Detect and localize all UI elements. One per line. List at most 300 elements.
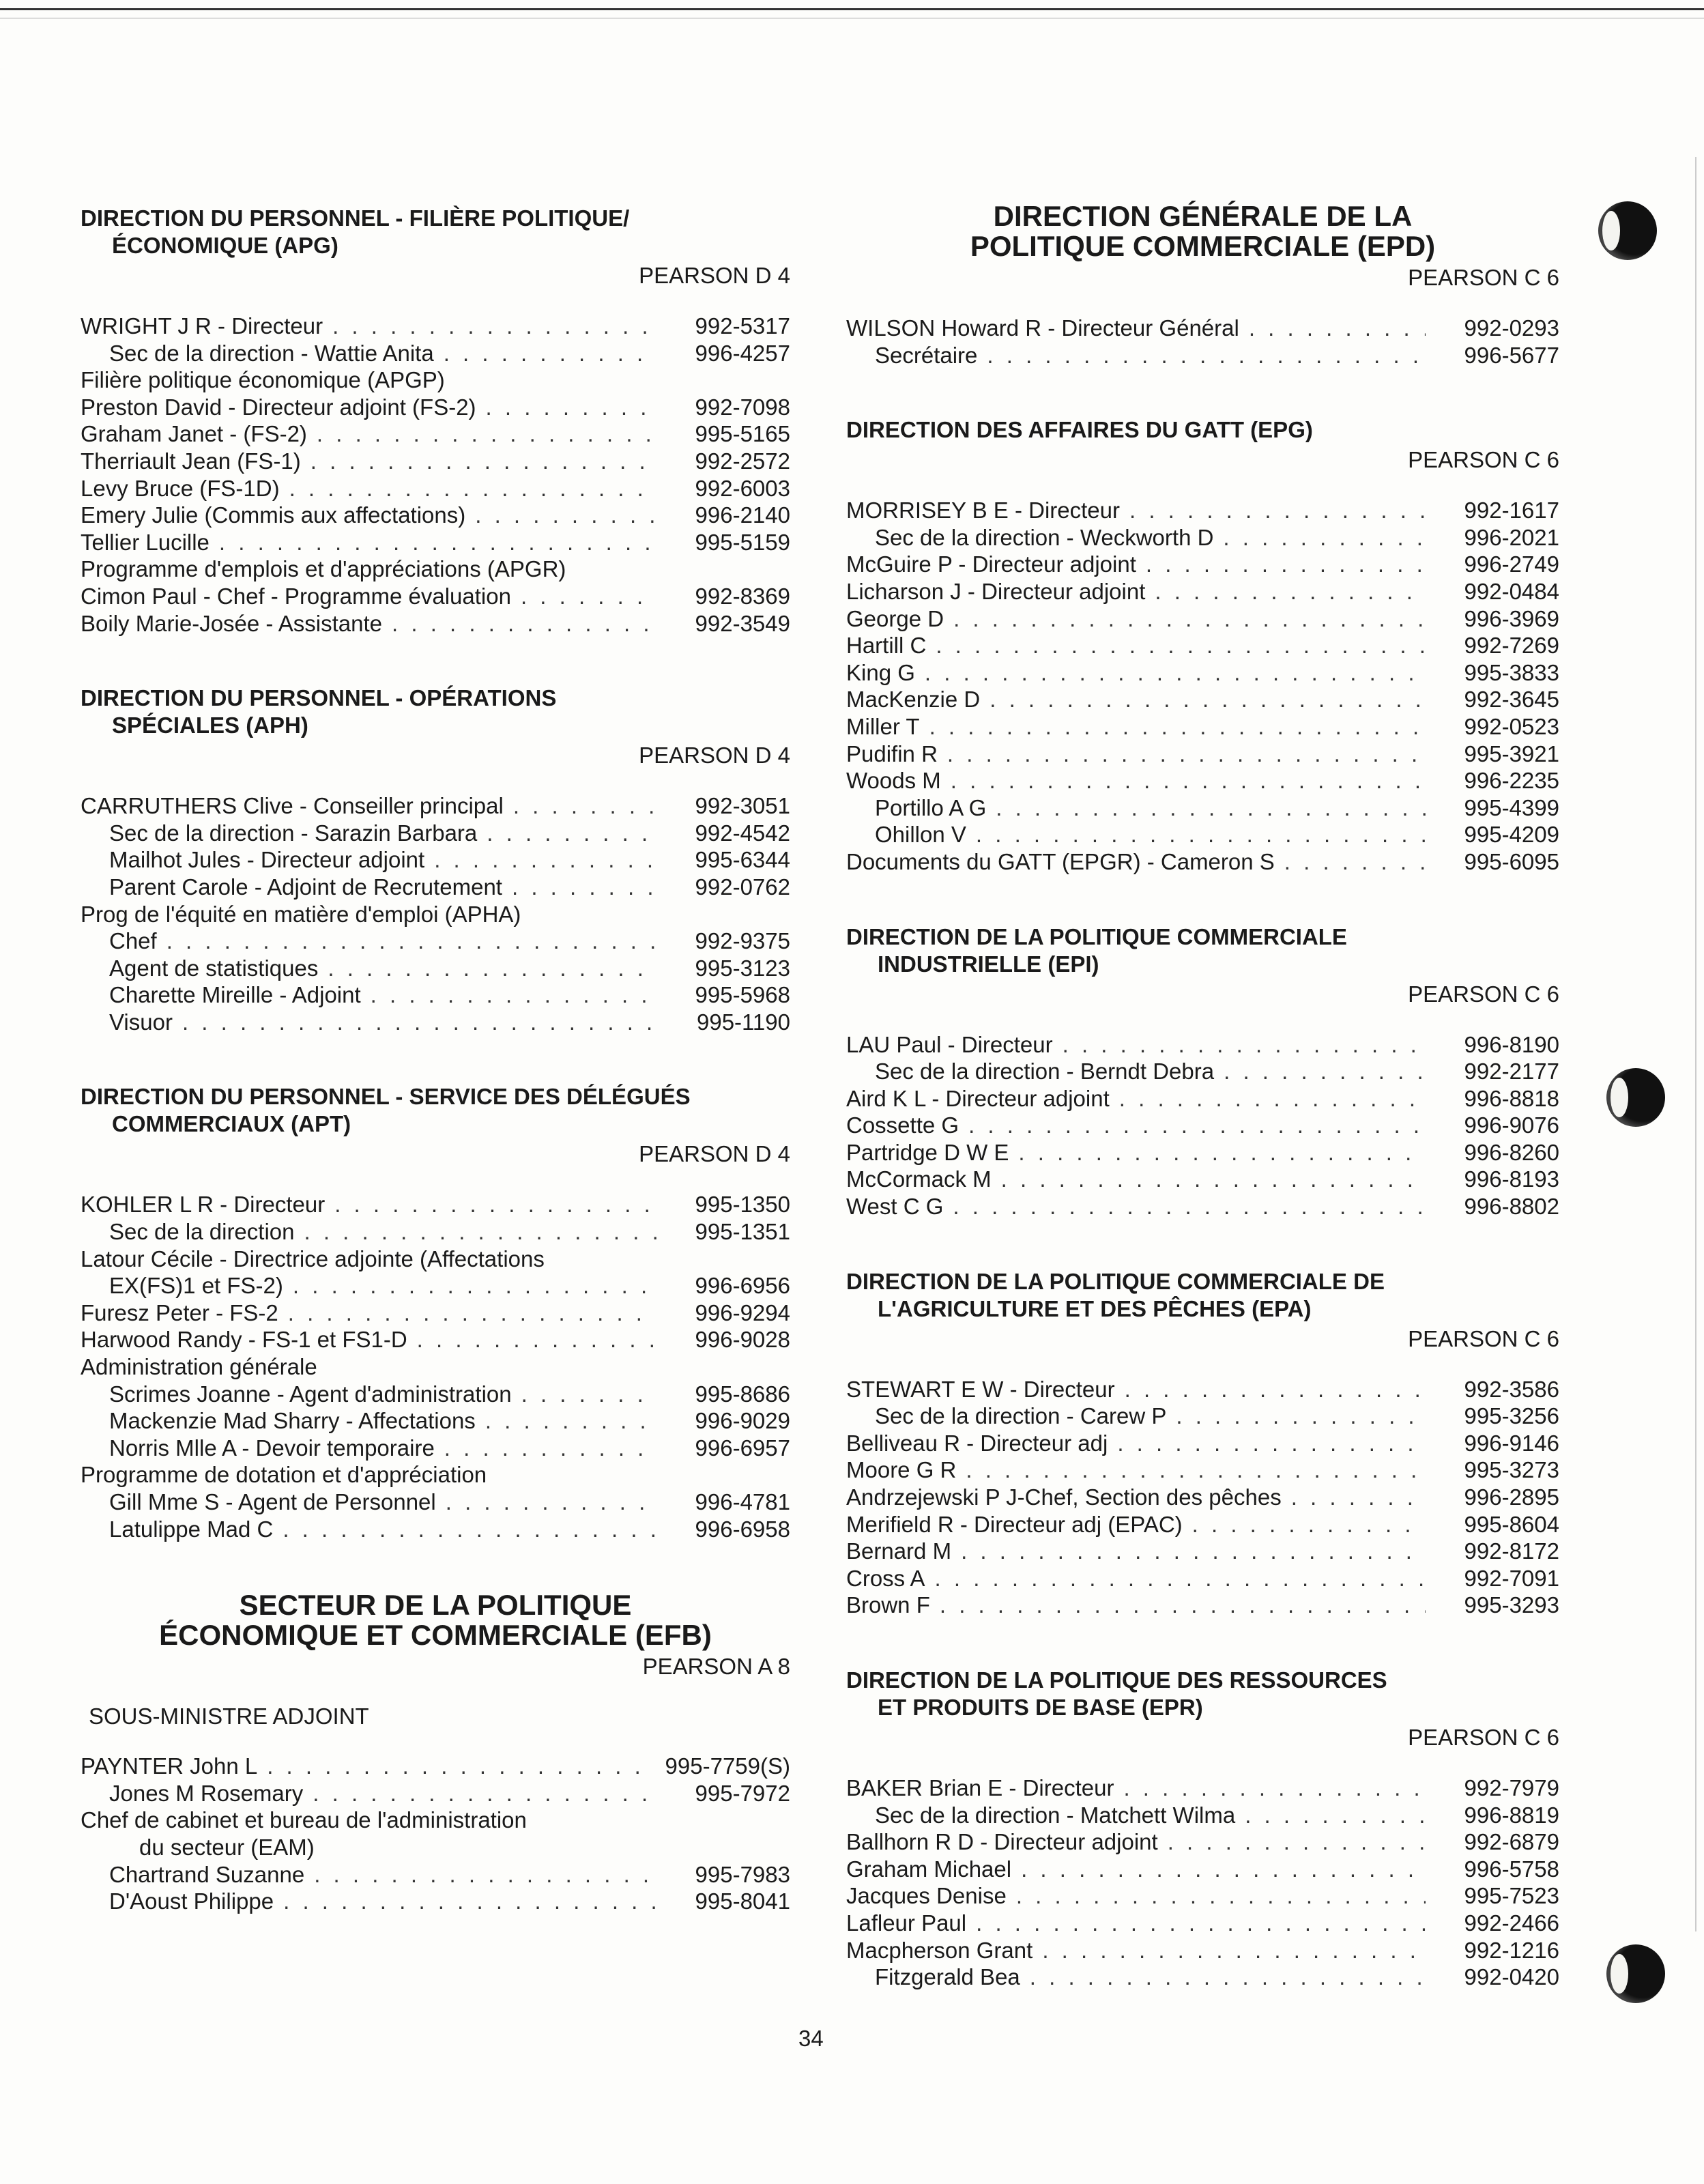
entry-name: McCormack M — [846, 1166, 992, 1192]
directory-row — [846, 1193, 1559, 1220]
section-title-line1: DIRECTION DU PERSONNEL - FILIÈRE POLITIQUE/ — [81, 205, 630, 231]
page-edge — [1695, 157, 1696, 1931]
entry-name: Tellier Lucille — [81, 529, 210, 555]
entry-phone: 996-5758 — [1464, 1856, 1559, 1882]
entry-phone: 995-5165 — [695, 421, 790, 447]
directory-row — [81, 792, 790, 820]
entry-name: Sec de la direction - Weckworth D — [875, 524, 1214, 550]
entry-name: EX(FS)1 et FS-2) — [109, 1273, 283, 1299]
directory-row — [846, 315, 1559, 342]
entry-phone: 996-4257 — [695, 340, 790, 366]
section-subhead: SOUS-MINISTRE ADJOINT — [89, 1704, 369, 1729]
entry-name: BAKER Brian E - Directeur — [846, 1775, 1114, 1800]
directory-row — [81, 1753, 790, 1780]
entry-name: Chartrand Suzanne — [109, 1861, 305, 1887]
entry-phone: 995-3921 — [1464, 741, 1559, 766]
leader-dots — [1245, 1802, 1426, 1829]
entry-phone: 992-0484 — [1464, 578, 1559, 604]
entry-name: Scrimes Joanne - Agent d'administration — [109, 1381, 512, 1407]
leader-dots — [1042, 1937, 1426, 1964]
entry-phone: 996-9029 — [695, 1408, 790, 1434]
entry-phone: 995-4399 — [1464, 794, 1559, 820]
entry-name: Gill Mme S - Agent de Personnel — [109, 1489, 436, 1514]
entry-name: Macpherson Grant — [846, 1937, 1033, 1963]
directory-row — [846, 524, 1559, 551]
entry-name: Jones M Rosemary — [109, 1780, 304, 1806]
directory-row — [846, 1403, 1559, 1430]
entry-name: Sec de la direction — [109, 1219, 295, 1245]
entry-name: STEWART E W - Directeur — [846, 1376, 1115, 1402]
entry-name: Bernard M — [846, 1538, 952, 1564]
entry-phone: 992-3549 — [695, 610, 790, 636]
section-location: PEARSON C 6 — [1408, 981, 1559, 1007]
directory-row — [81, 1780, 790, 1807]
leader-dots — [219, 529, 656, 556]
section-title-line1: DIRECTION DES AFFAIRES DU GATT (EPG) — [846, 417, 1313, 443]
directory-row — [846, 1031, 1559, 1059]
leader-dots — [1146, 551, 1426, 578]
section-location: PEARSON D 4 — [639, 263, 790, 288]
entry-phone: 995-3273 — [1464, 1457, 1559, 1483]
entry-phone: 996-9146 — [1464, 1430, 1559, 1456]
directory-row — [846, 1856, 1559, 1883]
directory-row — [81, 1381, 790, 1408]
directory-row — [846, 605, 1559, 633]
directory-row — [846, 1937, 1559, 1964]
entry-phone: 992-1617 — [1464, 498, 1559, 523]
section-title — [846, 416, 1559, 444]
entry-phone: 996-8193 — [1464, 1166, 1559, 1192]
entry-phone: 992-3586 — [1464, 1376, 1559, 1402]
entry-phone: 992-0420 — [1464, 1964, 1559, 1990]
leader-dots — [313, 1780, 656, 1807]
entry-name: Pudifin R — [846, 741, 938, 766]
entry-phone: 992-0762 — [695, 874, 790, 900]
section-title — [846, 1667, 1559, 1721]
directory-section — [846, 416, 1559, 875]
directory-row — [81, 981, 790, 1009]
directory-entries — [81, 1753, 790, 1915]
directory-row — [846, 1592, 1559, 1619]
leader-dots — [976, 1910, 1426, 1937]
section-location: PEARSON A 8 — [642, 1654, 790, 1680]
entry-phone: 996-8802 — [1464, 1194, 1559, 1220]
leader-dots — [486, 394, 656, 421]
entry-phone: 995-8686 — [695, 1381, 790, 1407]
directory-row — [81, 420, 790, 448]
section-title — [846, 201, 1559, 261]
entry-phone: 995-1350 — [695, 1192, 790, 1218]
entry-name: MacKenzie D — [846, 687, 981, 713]
directory-row — [846, 794, 1559, 822]
entry-name: Boily Marie-Josée - Assistante — [81, 610, 383, 636]
entry-phone: 992-6003 — [695, 475, 790, 501]
directory-row — [846, 1964, 1559, 1991]
directory-row — [81, 1009, 790, 1036]
section-title-line1: DIRECTION DE LA POLITIQUE DES RESSOURCES — [846, 1667, 1387, 1693]
leader-dots — [1018, 1139, 1426, 1166]
entry-phone: 996-3969 — [1464, 605, 1559, 631]
entry-name: CARRUTHERS Clive - Conseiller principal — [81, 793, 504, 819]
section-title-line1: SECTEUR DE LA POLITIQUE — [239, 1589, 632, 1622]
directory-row — [81, 448, 790, 475]
entry-name: Charette Mireille - Adjoint — [109, 982, 361, 1008]
directory-row — [81, 1272, 790, 1299]
leader-dots — [1155, 578, 1426, 605]
entry-name: Latour Cécile - Directrice adjointe (Affectations — [81, 1246, 545, 1271]
entry-phone: 992-0293 — [1464, 315, 1559, 341]
directory-entries — [81, 313, 790, 637]
leader-dots — [1291, 1484, 1426, 1511]
leader-dots — [1224, 1058, 1426, 1085]
directory-entries — [846, 1774, 1559, 1991]
directory-row — [81, 1861, 790, 1888]
entry-phone: 996-8819 — [1464, 1802, 1559, 1828]
entry-name: Moore G R — [846, 1457, 957, 1483]
entry-phone: 996-8818 — [1464, 1085, 1559, 1111]
directory-section — [846, 1667, 1559, 1991]
entry-name: Brown F — [846, 1592, 930, 1618]
leader-dots — [987, 342, 1426, 369]
entry-name: Ballhorn R D - Directeur adjoint — [846, 1829, 1158, 1855]
entry-name: Chef — [109, 928, 157, 954]
entry-phone: 995-6095 — [1464, 848, 1559, 874]
entry-name: PAYNTER John L — [81, 1753, 258, 1779]
leader-dots — [1176, 1403, 1426, 1430]
directory-row — [846, 1166, 1559, 1193]
leader-dots — [976, 821, 1426, 848]
section-title-line1: DIRECTION GÉNÉRALE DE LA — [993, 200, 1413, 232]
entry-phone: 996-6958 — [695, 1516, 790, 1542]
directory-row — [81, 820, 790, 847]
leader-dots — [293, 1272, 656, 1299]
directory-row — [81, 475, 790, 502]
leader-dots — [953, 1193, 1426, 1220]
leader-dots — [1063, 1031, 1426, 1059]
leader-dots — [936, 632, 1426, 659]
directory-row — [81, 1353, 790, 1381]
leader-dots — [328, 955, 656, 982]
entry-phone: 995-3293 — [1464, 1592, 1559, 1618]
entry-name: Secrétaire — [875, 342, 978, 368]
directory-entries — [81, 1191, 790, 1542]
section-title-line1: DIRECTION DE LA POLITIQUE COMMERCIALE — [846, 923, 1347, 949]
directory-row — [81, 529, 790, 556]
directory-section — [846, 201, 1559, 369]
leader-dots — [314, 1861, 656, 1888]
section-title — [81, 205, 790, 259]
entry-name: Graham Janet - (FS-2) — [81, 421, 307, 447]
directory-entries — [846, 1031, 1559, 1220]
entry-name: Norris Mlle A - Devoir temporaire — [109, 1435, 435, 1461]
leader-dots — [317, 420, 656, 448]
leader-dots — [1123, 1774, 1426, 1802]
entry-phone: 995-7972 — [695, 1780, 790, 1806]
leader-dots — [283, 1888, 656, 1915]
entry-name: George D — [846, 605, 944, 631]
leader-dots — [953, 605, 1426, 633]
leader-dots — [521, 1381, 656, 1408]
entry-phone: 992-3645 — [1464, 687, 1559, 713]
entry-name: KOHLER L R - Directeur — [81, 1192, 326, 1218]
directory-row — [81, 1326, 790, 1353]
entry-name: D'Aoust Philippe — [109, 1888, 274, 1914]
entry-name: Ohillon V — [875, 822, 966, 848]
leader-dots — [947, 741, 1426, 768]
directory-row — [81, 1435, 790, 1462]
directory-row — [846, 1430, 1559, 1457]
section-title — [81, 1083, 790, 1138]
leader-dots — [1129, 497, 1426, 524]
directory-section — [81, 205, 790, 637]
directory-row — [846, 1139, 1559, 1166]
leader-dots — [996, 794, 1426, 822]
leader-dots — [1284, 848, 1426, 876]
top-rule — [0, 8, 1704, 10]
leader-dots — [1223, 524, 1426, 551]
leader-dots — [961, 1538, 1426, 1565]
entry-phone: 992-9375 — [695, 928, 790, 954]
directory-row — [846, 1058, 1559, 1085]
section-title-line2: POLITIQUE COMMERCIALE (EPD) — [970, 230, 1436, 262]
entry-phone: 995-1351 — [695, 1219, 790, 1245]
directory-row — [81, 1191, 790, 1218]
leader-dots — [1119, 1085, 1426, 1112]
entry-phone: 996-5677 — [1464, 342, 1559, 368]
entry-name: Programme d'emplois et d'appréciations (APGR) — [81, 556, 566, 582]
directory-section — [81, 685, 790, 1035]
directory-section — [81, 1590, 790, 1915]
entry-name: Cossette G — [846, 1112, 959, 1138]
section-title-line2: L'AGRICULTURE ET DES PÊCHES (EPA) — [878, 1295, 1312, 1321]
entry-name: Sec de la direction - Sarazin Barbara — [109, 820, 478, 846]
leader-dots — [940, 1592, 1426, 1619]
entry-name: Woods M — [846, 768, 941, 794]
leader-dots — [167, 928, 656, 955]
entry-phone: 992-2572 — [695, 448, 790, 474]
leader-dots — [434, 846, 656, 874]
leader-dots — [925, 659, 1426, 687]
leader-dots — [968, 1112, 1426, 1139]
leader-dots — [485, 1407, 656, 1435]
directory-row — [846, 1376, 1559, 1403]
entry-name: Documents du GATT (EPGR) - Cameron S — [846, 848, 1275, 874]
entry-name: Chef de cabinet et bureau de l'administration — [81, 1807, 527, 1833]
directory-row — [846, 1565, 1559, 1592]
directory-row — [846, 1882, 1559, 1910]
entry-name: Harwood Randy - FS-1 et FS1-D — [81, 1327, 407, 1353]
entry-phone: 996-8190 — [1464, 1031, 1559, 1057]
entry-name: Parent Carole - Adjoint de Recrutement — [109, 874, 502, 900]
entry-name: McGuire P - Directeur adjoint — [846, 551, 1136, 577]
directory-row — [846, 767, 1559, 794]
entry-phone: 992-5317 — [695, 313, 790, 339]
leader-dots — [512, 874, 656, 901]
entry-phone: 992-4542 — [695, 820, 790, 846]
leader-dots — [417, 1326, 656, 1353]
entry-phone: 995-5968 — [695, 982, 790, 1008]
entry-name: King G — [846, 659, 915, 685]
entry-name: Prog de l'équité en matière d'emploi (APHA) — [81, 901, 521, 927]
leader-dots — [392, 610, 656, 637]
entry-name: Preston David - Directeur adjoint (FS-2) — [81, 394, 476, 420]
punch-hole-middle — [1606, 1068, 1665, 1127]
directory-row — [81, 1834, 790, 1861]
section-title-line2: ET PRODUITS DE BASE (EPR) — [878, 1695, 1203, 1720]
directory-row — [846, 551, 1559, 578]
section-title — [846, 923, 1559, 978]
directory-row — [81, 556, 790, 583]
directory-row — [81, 1246, 790, 1273]
entry-phone: 995-8604 — [1464, 1511, 1559, 1537]
entry-phone: 996-2021 — [1464, 524, 1559, 550]
directory-row — [81, 1461, 790, 1489]
entry-phone: 995-7983 — [695, 1861, 790, 1887]
leader-dots — [966, 1456, 1426, 1484]
entry-name: Filière politique économique (APGP) — [81, 367, 445, 393]
leader-dots — [1192, 1511, 1426, 1538]
entry-phone: 992-7098 — [695, 394, 790, 420]
leader-dots — [487, 820, 656, 847]
entry-name: WILSON Howard R - Directeur Général — [846, 315, 1239, 341]
entry-name: Agent de statistiques — [109, 955, 319, 981]
entry-phone: 995-6344 — [695, 847, 790, 873]
entry-name: Administration générale — [81, 1354, 317, 1380]
punch-hole-bottom — [1606, 1944, 1665, 2003]
directory-row — [846, 497, 1559, 524]
entry-phone: 992-8172 — [1464, 1538, 1559, 1564]
leader-dots — [1001, 1166, 1426, 1193]
entry-phone: 996-9294 — [695, 1299, 790, 1325]
directory-row — [846, 1538, 1559, 1565]
section-location: PEARSON C 6 — [1408, 1325, 1559, 1351]
section-title-line2: COMMERCIAUX (APT) — [112, 1111, 351, 1137]
leader-dots — [935, 1565, 1426, 1592]
directory-row — [846, 821, 1559, 848]
directory-row — [81, 502, 790, 529]
entry-phone: 992-2466 — [1464, 1910, 1559, 1936]
section-title — [846, 1268, 1559, 1323]
entry-name: West C G — [846, 1194, 944, 1220]
entry-name: Visuor — [109, 1009, 173, 1035]
directory-row — [846, 578, 1559, 605]
entry-name: Sec de la direction - Berndt Debra — [875, 1059, 1215, 1084]
leader-dots — [332, 313, 656, 340]
directory-row — [846, 848, 1559, 876]
directory-row — [81, 367, 790, 394]
leader-dots — [288, 1299, 656, 1327]
entry-name: LAU Paul - Directeur — [846, 1031, 1053, 1057]
section-title — [81, 685, 790, 739]
directory-entries — [846, 1376, 1559, 1619]
directory-row — [846, 1112, 1559, 1139]
entry-name: Sec de la direction - Matchett Wilma — [875, 1802, 1236, 1828]
leader-dots — [1030, 1964, 1426, 1991]
directory-section — [846, 1268, 1559, 1619]
section-title-line1: DIRECTION DE LA POLITIQUE COMMERCIALE DE — [846, 1268, 1385, 1294]
leader-dots — [475, 502, 656, 529]
directory-entries — [846, 315, 1559, 369]
section-title-line1: DIRECTION DU PERSONNEL - SERVICE DES DÉLÉGUÉS — [81, 1084, 691, 1110]
entry-name: Mailhot Jules - Directeur adjoint — [109, 847, 425, 873]
entry-phone: 992-7091 — [1464, 1565, 1559, 1591]
entry-name: Mackenzie Mad Sharry - Affectations — [109, 1408, 476, 1434]
directory-row — [81, 1218, 790, 1246]
entry-phone: 992-2177 — [1464, 1059, 1559, 1084]
leader-dots — [1016, 1882, 1426, 1910]
section-location: PEARSON C 6 — [1408, 265, 1559, 290]
leader-dots — [1249, 315, 1426, 342]
entry-phone: 996-2235 — [1464, 768, 1559, 794]
directory-row — [846, 1085, 1559, 1112]
directory-entries — [81, 792, 790, 1035]
entry-name: Belliveau R - Directeur adj — [846, 1430, 1108, 1456]
directory-row — [81, 1489, 790, 1516]
section-title-line2: ÉCONOMIQUE (APG) — [112, 233, 338, 258]
right-column — [846, 201, 1559, 2039]
entry-phone: 992-3051 — [695, 793, 790, 819]
entry-phone: 996-6957 — [695, 1435, 790, 1461]
directory-row — [846, 342, 1559, 369]
directory-section — [846, 923, 1559, 1220]
entry-name: Graham Michael — [846, 1856, 1012, 1882]
directory-section — [81, 1083, 790, 1542]
directory-entries — [846, 497, 1559, 875]
directory-row — [846, 686, 1559, 713]
entry-name: Licharson J - Directeur adjoint — [846, 578, 1146, 604]
entry-name: Lafleur Paul — [846, 1910, 967, 1936]
section-title — [81, 1590, 790, 1650]
leader-dots — [513, 792, 656, 820]
leader-dots — [929, 713, 1426, 741]
section-location: PEARSON C 6 — [1408, 1725, 1559, 1750]
leader-dots — [267, 1753, 643, 1780]
directory-row — [81, 1516, 790, 1543]
directory-row — [846, 1456, 1559, 1484]
directory-row — [846, 713, 1559, 741]
left-column — [81, 205, 790, 1963]
section-title-line2: ÉCONOMIQUE ET COMMERCIALE (EFB) — [159, 1619, 712, 1652]
directory-row — [846, 1828, 1559, 1856]
entry-phone: 992-7269 — [1464, 633, 1559, 659]
directory-row — [81, 1888, 790, 1915]
entry-name: Sec de la direction - Carew P — [875, 1403, 1167, 1429]
entry-phone: 996-8260 — [1464, 1139, 1559, 1165]
directory-row — [846, 1802, 1559, 1829]
entry-name: Partridge D W E — [846, 1139, 1009, 1165]
leader-dots — [1117, 1430, 1426, 1457]
section-title-line1: DIRECTION DU PERSONNEL - OPÉRATIONS — [81, 685, 557, 711]
section-location: PEARSON D 4 — [639, 743, 790, 768]
leader-dots — [289, 475, 656, 502]
leader-dots — [1125, 1376, 1426, 1403]
entry-name: Portillo A G — [875, 794, 987, 820]
entry-phone: 992-0523 — [1464, 713, 1559, 739]
entry-name: Cross A — [846, 1565, 925, 1591]
entry-name: Aird K L - Directeur adjoint — [846, 1085, 1110, 1111]
leader-dots — [444, 1435, 656, 1462]
entry-phone: 996-9028 — [695, 1327, 790, 1353]
directory-row — [81, 846, 790, 874]
entry-phone: 996-4781 — [695, 1489, 790, 1514]
directory-row — [81, 928, 790, 955]
directory-row — [846, 1910, 1559, 1937]
directory-row — [846, 741, 1559, 768]
entry-name: WRIGHT J R - Directeur — [81, 313, 323, 339]
entry-name: Levy Bruce (FS-1D) — [81, 475, 280, 501]
directory-row — [846, 632, 1559, 659]
entry-name: MORRISEY B E - Directeur — [846, 498, 1120, 523]
